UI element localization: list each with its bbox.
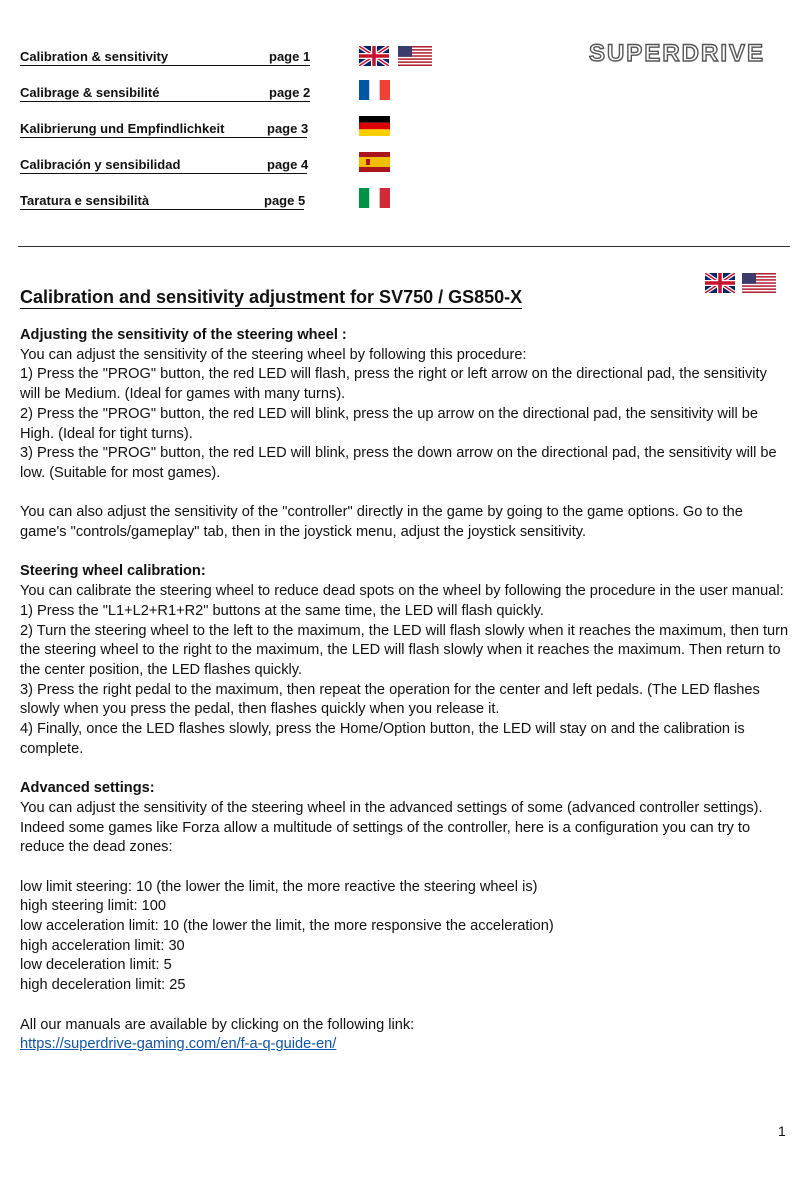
paragraph: You can adjust the sensitivity of the steering wheel in the advanced settings of some (advanced controller settings). Indeed some games like Forza allow a multitude of settings of the controller, here is a configuration you can try to reduce the dead zones: (20, 799, 763, 856)
paragraph: You can also adjust the sensitivity of the "controller" directly in the game by going to the game options. Go to the game's "controls/gameplay" tab, then in the joystick menu, adjust the joystick sensitivity. (20, 504, 743, 541)
divider (18, 246, 790, 247)
setting-line: high deceleration limit: 25 (20, 977, 186, 994)
setting-line: high acceleration limit: 30 (20, 937, 185, 954)
toc-link[interactable]: Kalibrierung und Empfindlichkeit (20, 122, 307, 138)
step: 1) Press the "L1+L2+R1+R2" buttons at the same time, the LED will flash quickly. (20, 602, 544, 619)
toc-page: page 5 (264, 193, 306, 208)
setting-line: low acceleration limit: 10 (the lower the limit, the more responsive the acceleration) (20, 918, 554, 935)
step: 2) Turn the steering wheel to the left to the maximum, the LED will flash slowly when it reaches the maximum, then turn the steering wheel to the right to the maximum, the LED will flash slowly when it reaches the maximum. Then return to the center position, the LED flashes quickly. (20, 622, 789, 678)
us-flag-icon (398, 46, 432, 66)
paragraph: You can calibrate the steering wheel to reduce dead spots on the wheel by following the procedure in the user manual: (20, 583, 784, 600)
svg-text:SUPERDRIVE: SUPERDRIVE (588, 40, 766, 66)
uk-flag-icon (359, 46, 389, 66)
toc-link[interactable]: Taratura e sensibilità (20, 194, 304, 210)
toc-page: page 3 (267, 121, 309, 136)
page-title: Calibration and sensitivity adjustment for SV750 / GS850-X (20, 287, 523, 307)
toc-page: page 1 (269, 49, 311, 64)
section-heading: Advanced settings: (20, 780, 155, 797)
us-flag-icon (742, 273, 776, 293)
superdrive-logo (565, 40, 789, 66)
step: 3) Press the right pedal to the maximum, then repeat the operation for the center and left pedals. (The LED flashes slowly when you press the pedal, then flashes quickly when you release it. (20, 681, 760, 718)
setting-line: high steering limit: 100 (20, 898, 167, 915)
de-flag-icon (359, 116, 390, 136)
uk-flag-icon (705, 273, 735, 293)
fr-flag-icon (359, 80, 390, 100)
paragraph: All our manuals are available by clicking on the following link: (20, 1016, 415, 1033)
toc-page: page 2 (269, 85, 311, 100)
content (20, 326, 790, 1055)
section-heading: Steering wheel calibration: (20, 563, 206, 580)
es-flag-icon (359, 152, 390, 172)
page-number: 1 (778, 1123, 786, 1139)
paragraph: You can adjust the sensitivity of the steering wheel by following this procedure: (20, 346, 527, 363)
toc-link[interactable]: Calibración y sensibilidad (20, 158, 307, 174)
toc-link[interactable]: Calibrage & sensibilité (20, 86, 310, 102)
step: 3) Press the "PROG" button, the red LED will blink, press the down arrow on the directional pad, the sensitivity will be low. (Suitable for most games). (20, 445, 777, 481)
it-flag-icon (359, 188, 390, 208)
section-heading: Adjusting the sensitivity of the steering wheel : (20, 327, 347, 343)
setting-line: low deceleration limit: 5 (20, 957, 172, 974)
manuals-link[interactable]: https://superdrive-gaming.com/en/f-a-q-guide-en/ (20, 1036, 337, 1053)
toc-page: page 4 (267, 157, 309, 172)
setting-line: low limit steering: 10 (the lower the limit, the more reactive the steering wheel is) (20, 878, 538, 895)
step: 2) Press the "PROG" button, the red LED will blink, press the up arrow on the directional pad, the sensitivity will be High. (Ideal for tight turns). (20, 405, 758, 442)
toc-link[interactable]: Calibration & sensitivity (20, 50, 310, 66)
step: 4) Finally, once the LED flashes slowly, press the Home/Option button, the LED will stay on and the calibration is complete. (20, 721, 745, 757)
step: 1) Press the "PROG" button, the red LED will flash, press the right or left arrow on the directional pad, the sensitivity will be Medium. (Ideal for games with many turns). (20, 366, 767, 403)
